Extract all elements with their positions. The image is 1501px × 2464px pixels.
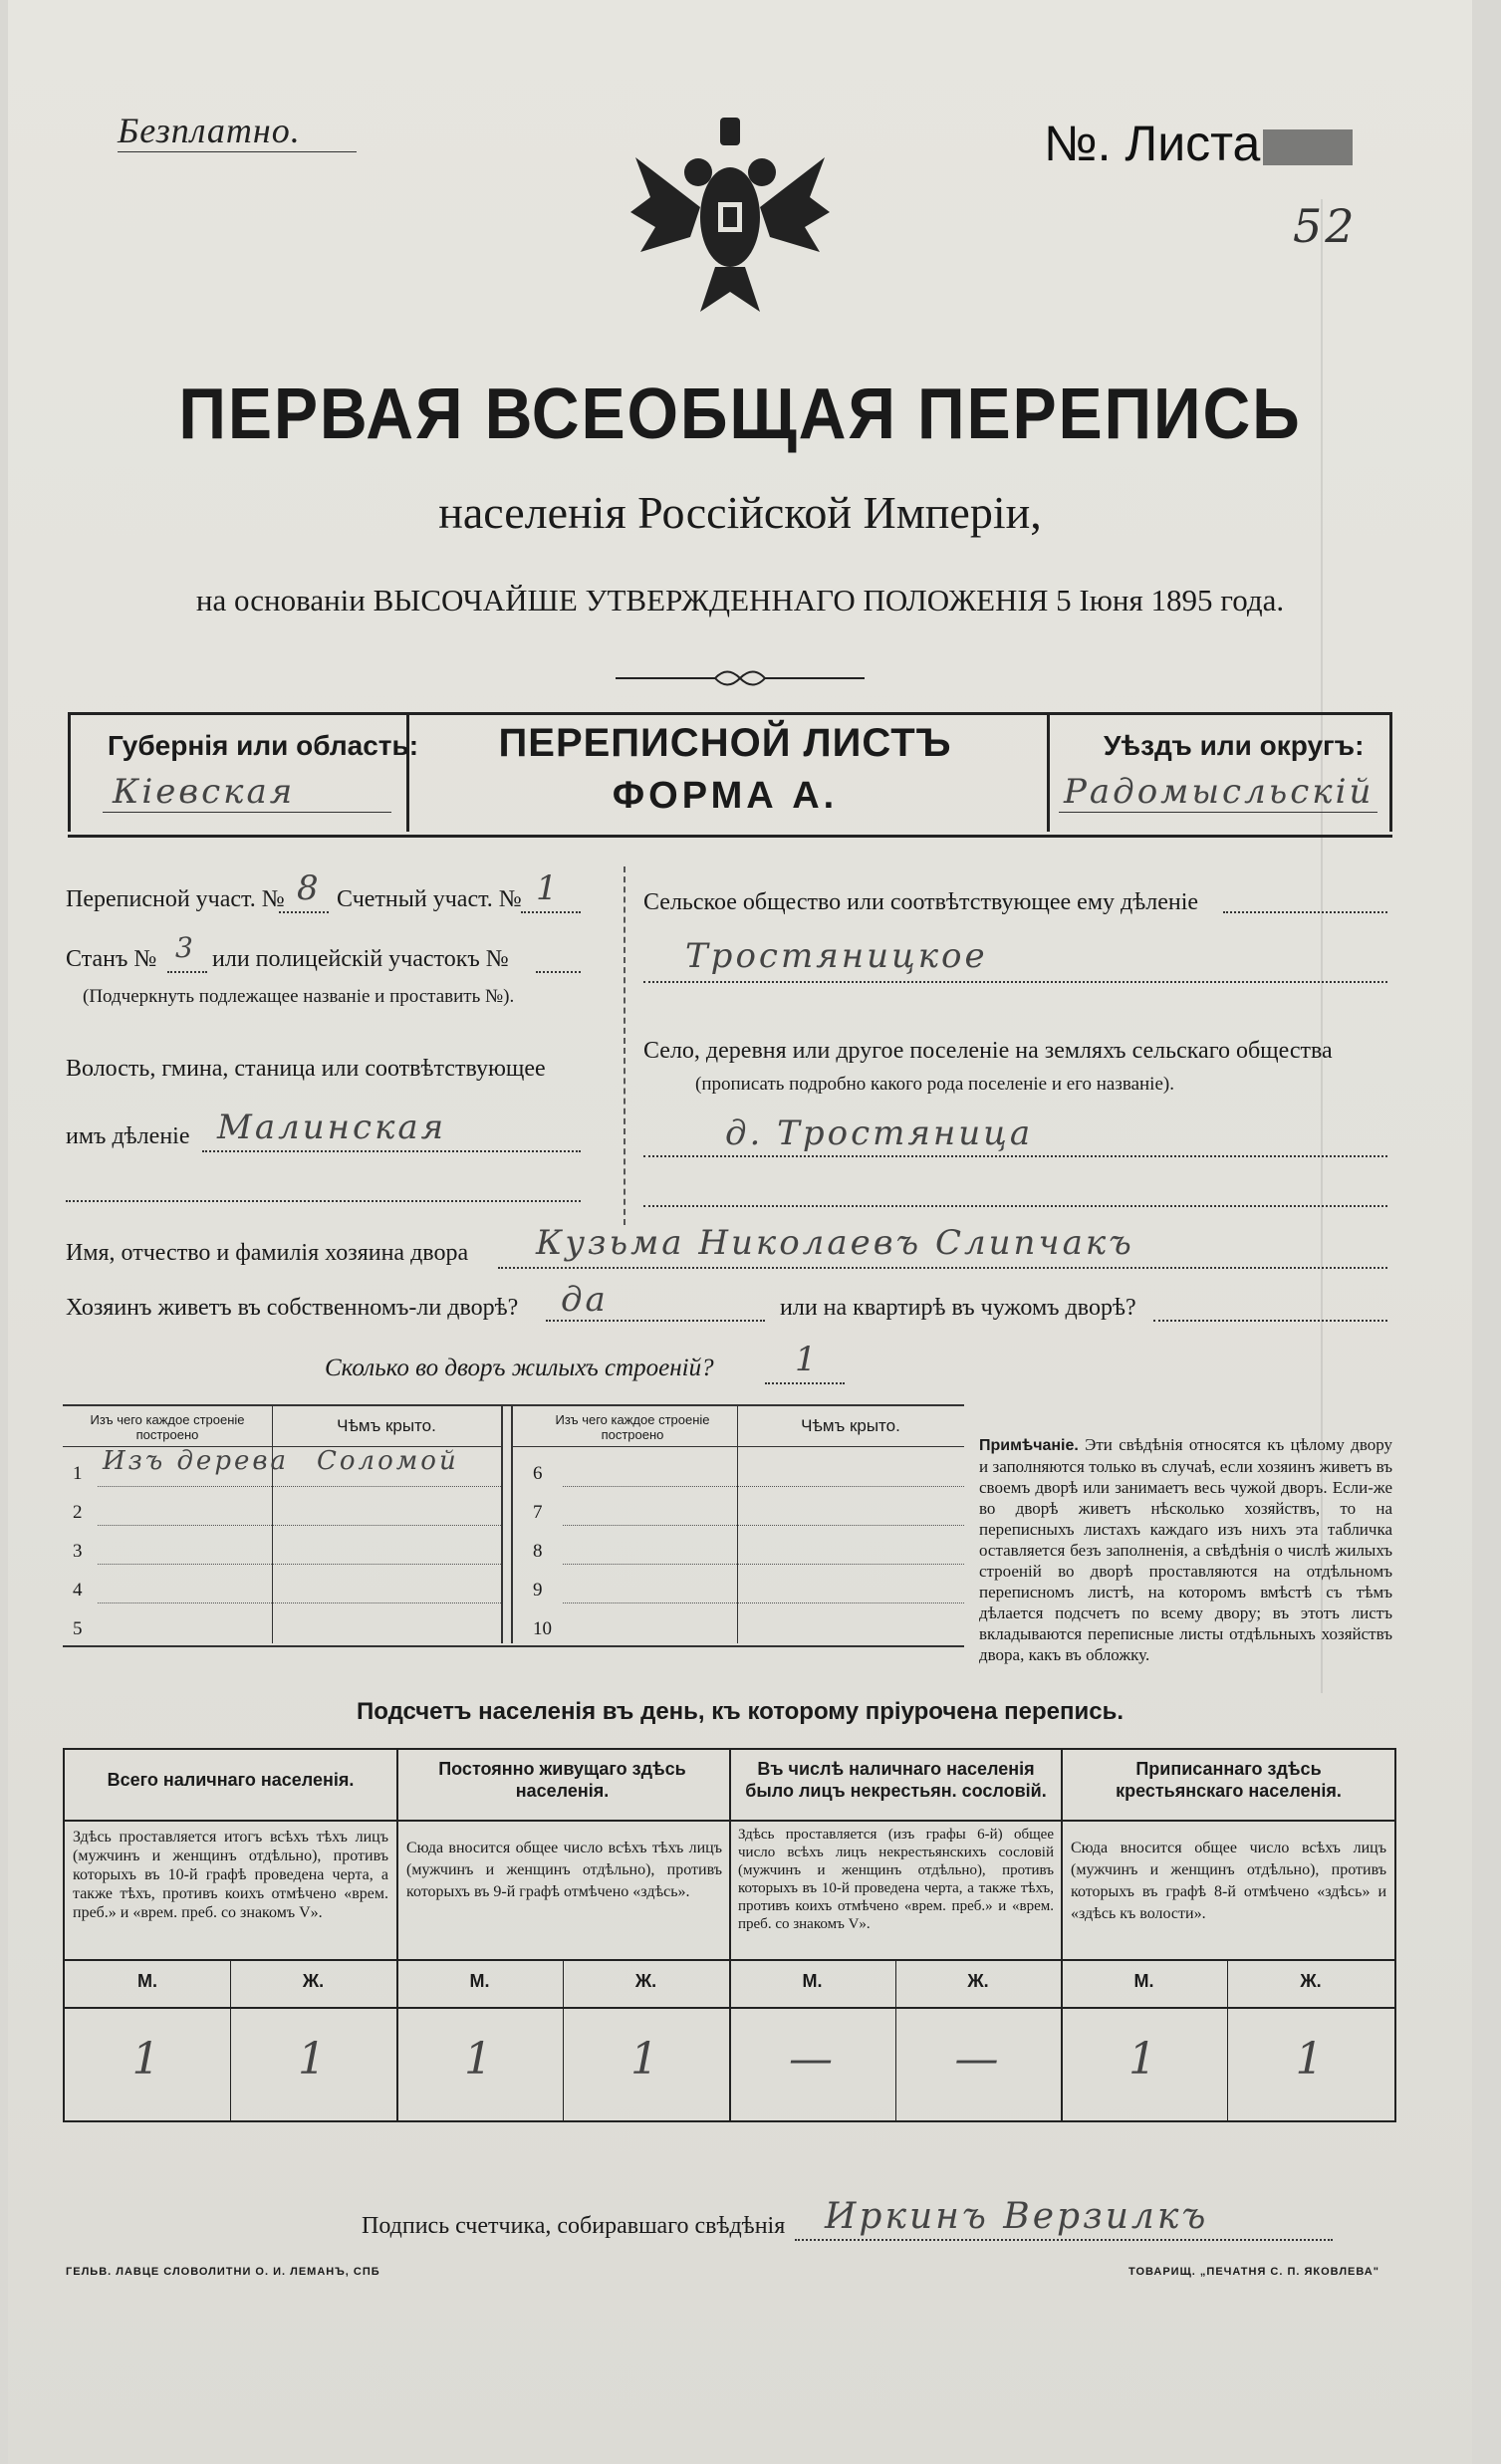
row-line (98, 1602, 501, 1603)
pop-col1-f: 1 (298, 2034, 329, 2085)
buildings-table (63, 1404, 964, 1647)
count-section-value: 1 (536, 868, 561, 908)
m-label: М. (137, 1971, 157, 1991)
sheet-number-crossed (1263, 129, 1353, 165)
note-title: Примѣчаніе. (979, 1437, 1079, 1454)
gubernia-value: Кіевская (113, 772, 296, 812)
pop-col4-f: 1 (1295, 2034, 1327, 2085)
row-line (563, 1564, 964, 1565)
f-label: Ж. (1300, 1971, 1322, 1991)
row-number: 3 (73, 1541, 83, 1562)
uezd-label: Уѣздъ или округъ: (1104, 730, 1365, 761)
village-value: д. Тростяница (725, 1113, 1034, 1153)
row-number: 2 (73, 1502, 83, 1523)
pop-col2-title: Постоянно живущаго здѣсь населенія. (438, 1759, 686, 1801)
census-section-line (279, 911, 329, 913)
form-basis: на основаніи ВЫСОЧАЙШЕ УТВЕРЖДЕННАГО ПОЛОЖЕНІЯ 5 Іюня 1895 года. (195, 583, 1285, 617)
population-table (63, 1748, 1396, 2122)
table-header-line-right (513, 1446, 964, 1447)
row-line (98, 1486, 501, 1487)
row-line (563, 1486, 964, 1487)
own-yard-line (546, 1320, 765, 1322)
buildings-value: 1 (795, 1340, 820, 1379)
free-label: Безплатно. (118, 111, 301, 150)
stan-value: 3 (175, 931, 196, 964)
m-label: М. (469, 1971, 490, 1991)
buildings-line (765, 1382, 845, 1384)
note-block (979, 1434, 1392, 1665)
volost-line (202, 1150, 581, 1152)
count-section-line (521, 911, 581, 913)
f-label: Ж. (634, 1971, 657, 1991)
double-headed-eagle-icon (630, 118, 830, 317)
printer-left: ГЕЛЬВ. ЛАВЦЕ СЛОВОЛИТНИ О. И. ЛЕМАНЪ, СПБ (66, 2266, 380, 2278)
volost-label: Волость, гмина, станица или соотвѣтствующее (66, 1056, 546, 1082)
count-section-label: Счетный участ. № (337, 886, 522, 912)
col-roof-header-right: Чѣмъ крыто. (801, 1416, 900, 1435)
m-label: М. (1133, 1971, 1154, 1991)
row-number: 4 (73, 1580, 83, 1601)
uezd-value: Радомысльскій (1064, 772, 1375, 812)
ornament-divider-icon (616, 665, 865, 691)
row-number: 6 (533, 1463, 543, 1484)
col-material-header-right: Изъ чего каждое строеніе построено (555, 1412, 710, 1442)
row1-material: Изъ дерева (103, 1446, 289, 1476)
underline-note: (Подчеркнуть подлежащее названіе и проставить №). (83, 986, 515, 1007)
village-note: (прописать подробно какого рода поселеніе и его названіе). (695, 1074, 1174, 1095)
f-label: Ж. (967, 1971, 989, 1991)
form-subtitle-a: ФОРМА А. (612, 775, 839, 817)
col-roof-header: Чѣмъ крыто. (337, 1416, 436, 1435)
uezd-line (1059, 812, 1377, 813)
pop-col1-title: Всего наличнаго населенія. (107, 1770, 355, 1790)
own-yard-label: Хозяинъ живетъ въ собственномъ-ли дворѣ? (66, 1295, 519, 1321)
pop-col3-title: Въ числѣ наличнаго населенія было лицъ некрестьян. сословій. (745, 1759, 1047, 1801)
free-underline (118, 151, 357, 152)
row-number: 8 (533, 1541, 543, 1562)
row-line (98, 1525, 501, 1526)
sheet-number-label: №. Листа (1044, 116, 1261, 171)
row-line (98, 1564, 501, 1565)
row-line (563, 1602, 964, 1603)
society-label: Сельское общество или соотвѣтствующее ему дѣленіе (643, 889, 1199, 915)
row-number: 1 (73, 1463, 83, 1484)
f-label: Ж. (302, 1971, 325, 1991)
uezd-cell-border (1389, 712, 1392, 832)
society-line-2 (643, 981, 1387, 983)
society-value: Тростяницкое (685, 936, 988, 976)
police-label: или полицейскій участокъ № (212, 946, 509, 972)
police-line (536, 971, 581, 973)
form-main-title: ПЕРВАЯ ВСЕОБЩАЯ ПЕРЕПИСЬ (178, 374, 1302, 454)
buildings-label: Сколько во дворъ жилыхъ строеній? (325, 1355, 714, 1381)
gubernia-line (103, 812, 391, 813)
volost-line-2 (66, 1200, 581, 1202)
owner-label: Имя, отчество и фамилія хозяина двора (66, 1240, 469, 1266)
pop-col2-m: 1 (464, 2034, 495, 2085)
signature-line (795, 2239, 1333, 2241)
note-text: Эти свѣдѣнія относятся къ цѣлому двору и заполняются только въ случаѣ, если хозяинъ живетъ въ своемъ дворѣ или занимаетъ весь чужой дворъ. Если-же во дворѣ живетъ нѣсколько хозяйствъ, то на переписныхъ листахъ каждаго изъ нихъ эта табличка оставляется безъ заполненія, а свѣдѣнія о числѣ жилыхъ строеній во дворѣ проставляются на отдѣльномъ переписномъ листѣ, на которомъ вмѣстѣ съ тѣмъ дѣлается подсчетъ по всему двору; въ этотъ листъ вкладываются переписные листы отдѣльныхъ хозяйствъ двора, какъ въ обложку. (979, 1435, 1392, 1664)
left-row-numbers (73, 1454, 83, 1648)
pop-col4-desc: Сюда вносится общее число всѣхъ лицъ (мужчинъ и женщинъ отдѣльно), противъ которыхъ въ графѣ 8-й отмѣчено «здѣсь» и «здѣсь къ волости». (1071, 1840, 1386, 1922)
pop-col2-desc: Сюда вносится общее число всѣхъ тѣхъ лицъ (мужчинъ и женщинъ отдѣльно), противъ которыхъ въ 9-й графѣ отмѣчено «здѣсь». (406, 1840, 722, 1900)
pop-row-divider (65, 1820, 1394, 1822)
gubernia-label: Губернія или область: (108, 730, 419, 761)
m-label: М. (802, 1971, 823, 1991)
village-line-2 (643, 1205, 1387, 1207)
village-line-1 (643, 1155, 1387, 1157)
table-center-divider (501, 1406, 513, 1643)
rent-label: или на квартирѣ въ чужомъ дворѣ? (780, 1295, 1136, 1321)
row1-roof: Соломой (317, 1446, 459, 1476)
pop-col4-m: 1 (1128, 2034, 1159, 2085)
volost-value: Малинская (217, 1108, 447, 1147)
owner-value: Кузьма Николаевъ Слипчакъ (536, 1223, 1134, 1263)
village-label: Село, деревня или другое поселеніе на земляхъ сельскаго общества (643, 1038, 1333, 1064)
pop-col2-f: 1 (630, 2034, 661, 2085)
volost-label-2: имъ дѣленіе (66, 1123, 190, 1149)
society-line-1 (1223, 911, 1387, 913)
census-section-value: 8 (297, 868, 322, 908)
pop-col3-desc: Здѣсь проставляется (изъ графы 6-й) общее число всѣхъ лицъ некрестьянскихъ сословій (мужчинъ и женщинъ отдѣльно), противъ которыхъ въ 10-й проведена черта, а также тѣхъ, противъ коихъ отмѣчено «врем. преб.» и «врем. преб. со знакомъ V». (738, 1827, 1054, 1932)
printer-right: ТОВАРИЩ. „ПЕЧАТНЯ С. П. ЯКОВЛЕВА" (1128, 2266, 1379, 2278)
form-subtitle: населенія Россійской Имперіи, (438, 487, 1042, 538)
stan-line (167, 971, 207, 973)
row-line (563, 1525, 964, 1526)
row-number: 10 (533, 1618, 552, 1639)
row-number: 5 (73, 1618, 83, 1639)
signature-label: Подпись счетчика, собиравшаго свѣдѣнія (362, 2213, 786, 2239)
pop-col3-f: — (954, 2034, 1002, 2085)
pop-row-divider (65, 1959, 1394, 1961)
own-yard-value: да (561, 1280, 609, 1320)
field-divider (624, 866, 625, 1225)
form-title: ПЕРЕПИСНОЙ ЛИСТЪ (498, 721, 952, 765)
owner-line (498, 1267, 1387, 1269)
signature-value: Иркинъ Верзилкъ (825, 2196, 1209, 2237)
pop-col3-m: — (789, 2034, 836, 2085)
pop-col1-desc: Здѣсь проставляется итогъ всѣхъ тѣхъ лицъ (мужчинъ и женщинъ отдѣльно), противъ которыхъ въ 10-й графѣ проведена черта, а также тѣхъ, противъ коихъ отмѣчено «врем. преб.» и «врем. преб. со знакомъ V». (73, 1829, 388, 1921)
sheet-number-value: 52 (1293, 199, 1358, 253)
right-row-numbers (533, 1454, 552, 1648)
pop-row-divider (65, 2007, 1394, 2009)
stan-label: Станъ № (66, 946, 157, 972)
rent-line (1153, 1320, 1387, 1322)
row-number: 9 (533, 1580, 543, 1601)
pop-col1-m: 1 (131, 2034, 163, 2085)
population-heading: Подсчетъ населенія въ день, къ которому пріурочена перепись. (357, 1698, 1124, 1725)
census-form-page (8, 0, 1472, 2464)
row-number: 7 (533, 1502, 543, 1523)
census-section-label: Переписной участ. № (66, 886, 285, 912)
pop-col4-title: Приписаннаго здѣсь крестьянскаго населенія. (1116, 1759, 1342, 1801)
col-material-header: Изъ чего каждое строеніе построено (90, 1412, 245, 1442)
